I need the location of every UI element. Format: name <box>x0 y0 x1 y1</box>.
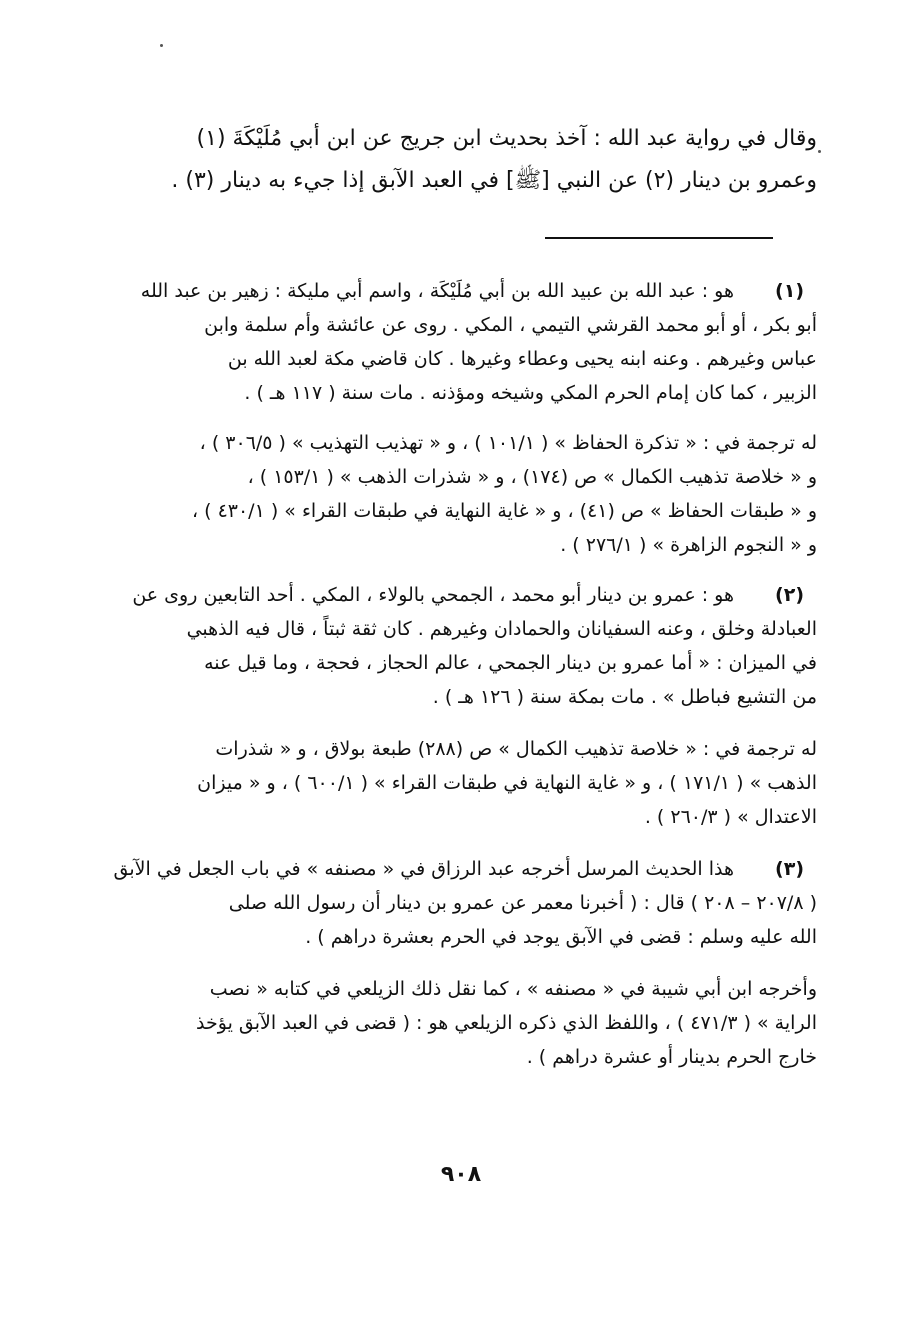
footnote-number-2: (٢) <box>775 584 804 606</box>
footnote-3-bio-line: هذا الحديث المرسل أخرجه عبد الرزاق في « مصنفه » في باب الجعل في الآبق <box>113 858 734 880</box>
scan-speck <box>818 150 821 153</box>
footnote-3-ref-line: الراية » ( ٤٧١/٣ ) ، واللفظ الذي ذكره الزيلعي هو : ( قضى في العبد الآبق يؤخذ <box>196 1012 817 1034</box>
scan-speck <box>160 44 163 47</box>
footnote-1-bio-line: عباس وغيرهم . وعنه ابنه يحيى وعطاء وغيرها . كان قاضي مكة لعبد الله بن <box>227 348 817 370</box>
page-number: ٩٠٨ <box>440 1162 482 1187</box>
footnote-1-bio-line: هو : عبد الله بن عبيد الله بن أبي مُلَيْكَة ، واسم أبي مليكة : زهير بن عبد الله <box>140 280 734 302</box>
footnote-number-3: (٣) <box>775 858 804 880</box>
footnote-1-bio-line: الزبير ، كما كان إمام الحرم المكي وشيخه ومؤذنه . مات سنة ( ١١٧ هـ ) . <box>244 382 817 404</box>
footnote-2-ref-line: الاعتدال » ( ٢٦٠/٣ ) . <box>644 806 817 828</box>
footnote-2-ref-line: له ترجمة في : « خلاصة تذهيب الكمال » ص (٢٨٨) طبعة بولاق ، و « شذرات <box>215 738 817 760</box>
footnote-3-ref-line: خارج الحرم بدينار أو عشرة دراهم ) . <box>526 1046 817 1068</box>
main-text-line-1: وقال في رواية عبد الله : آخذ بحديث ابن جريج عن ابن أبي مُلَيْكَةَ (١) <box>196 126 817 151</box>
footnote-separator <box>545 237 773 239</box>
footnote-1-ref-line: له ترجمة في : « تذكرة الحفاظ » ( ١٠١/١ ) ، و « تهذيب التهذيب » ( ٣٠٦/٥ ) ، <box>199 432 817 454</box>
footnote-number-1: (١) <box>775 280 804 302</box>
footnote-2-bio-line: في الميزان : « أما عمرو بن دينار الجمحي ، عالم الحجاز ، فحجة ، وما قيل عنه <box>204 652 817 674</box>
footnote-2-ref-line: الذهب » ( ١٧١/١ ) ، و « غاية النهاية في طبقات القراء » ( ٦٠٠/١ ) ، و « ميزان <box>197 772 817 794</box>
footnote-1-ref-line: و « طبقات الحفاظ » ص (٤١) ، و « غاية النهاية في طبقات القراء » ( ٤٣٠/١ ) ، <box>191 500 817 522</box>
footnote-1-bio-line: أبو بكر ، أو أبو محمد القرشي التيمي ، المكي . روى عن عائشة وأم سلمة وابن <box>204 314 817 336</box>
footnote-2-bio-line: هو : عمرو بن دينار أبو محمد ، الجمحي بالولاء ، المكي . أحد التابعين روى عن <box>132 584 734 606</box>
footnote-2-bio-line: من التشيع فباطل » . مات بمكة سنة ( ١٢٦ هـ ) . <box>432 686 817 708</box>
footnote-2-bio-line: العبادلة وخلق ، وعنه السفيانان والحمادان وغيرهم . كان ثقة ثبتاً ، قال فيه الذهبي <box>186 618 817 640</box>
main-text-line-2: وعمرو بن دينار (٢) عن النبي [ﷺ] في العبد الآبق إذا جيء به دينار (٣) . <box>171 168 817 193</box>
footnote-1-ref-line: و « النجوم الزاهرة » ( ٢٧٦/١ ) . <box>560 534 817 556</box>
footnote-3-bio-line: الله عليه وسلم : قضى في الآبق يوجد في الحرم بعشرة دراهم ) . <box>305 926 817 948</box>
footnote-3-bio-line: ( ٢٠٧/٨ – ٢٠٨ ) قال : ( أخبرنا معمر عن عمرو بن دينار أن رسول الله صلى <box>228 892 817 914</box>
footnote-3-ref-line: وأخرجه ابن أبي شيبة في « مصنفه » ، كما نقل ذلك الزيلعي في كتابه « نصب <box>209 978 817 1000</box>
footnote-1-ref-line: و « خلاصة تذهيب الكمال » ص (١٧٤) ، و « شذرات الذهب » ( ١٥٣/١ ) ، <box>247 466 817 488</box>
